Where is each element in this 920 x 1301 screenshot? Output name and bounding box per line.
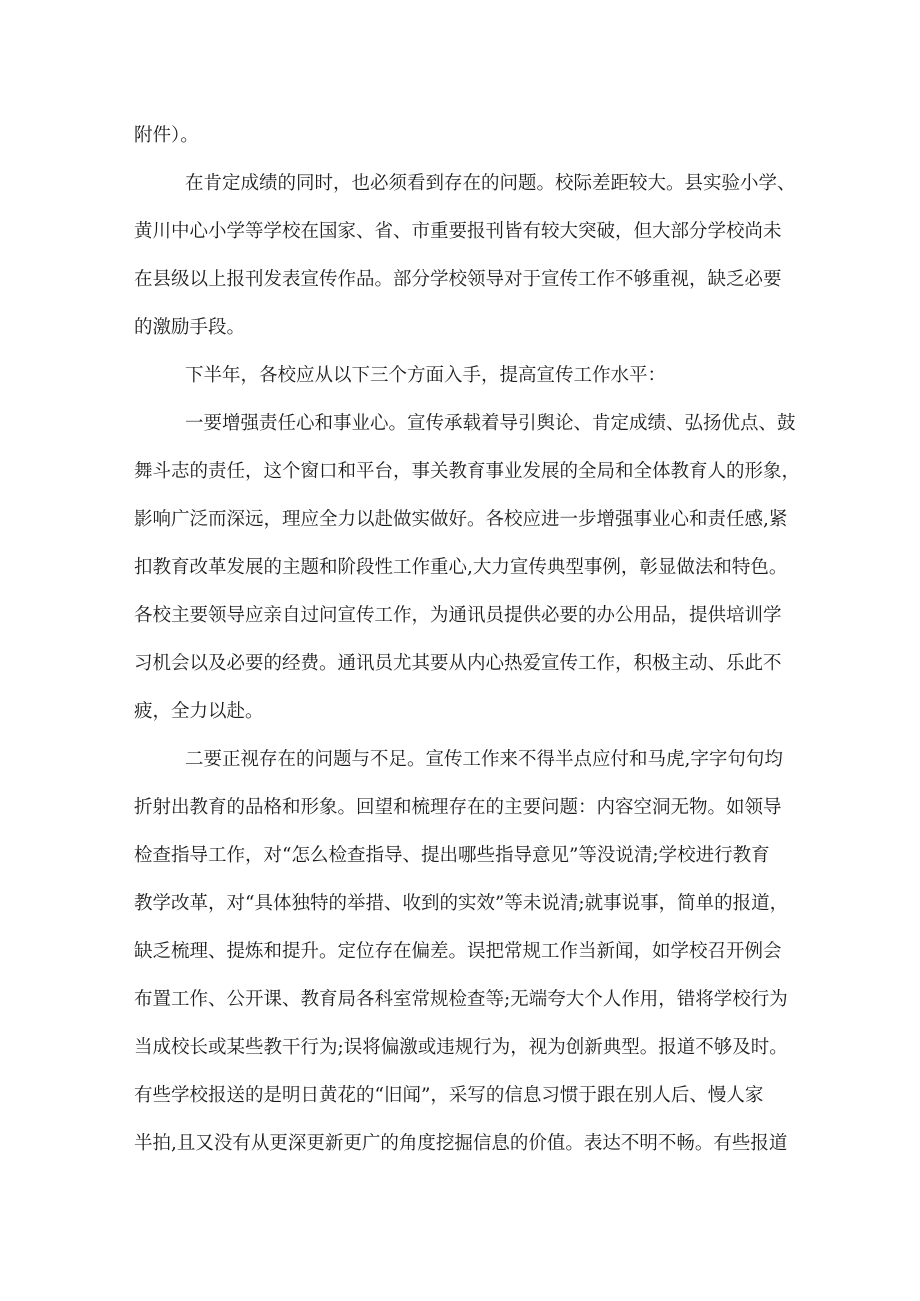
text-line: 教学改革，对“具体独特的举措、收到的实效”等未说清;就事说事，简单的报道，: [134, 893, 789, 914]
text-line: 黄川中心小学等学校在国家、省、市重要报刊皆有较大突破，但大部分学校尚未: [134, 221, 782, 242]
paragraph-first-line: 在肯定成绩的同时，也必须看到存在的问题。校际差距较大。县实验小学、: [185, 173, 796, 194]
text-line: 折射出教育的品格和形象。回望和梳理存在的主要问题：内容空洞无物。如领导: [134, 797, 782, 818]
text-line: 舞斗志的责任，这个窗口和平台，事关教育事业发展的全局和全体教育人的形象，: [134, 461, 801, 482]
text-line: 影响广泛而深远，理应全力以赴做实做好。各校应进一步增强事业心和责任感,紧: [134, 509, 788, 530]
text-line: 的激励手段。: [134, 317, 246, 338]
text-line: 半拍,且又没有从更深更新更广的角度挖掘信息的价值。表达不明不畅。有些报道: [134, 1133, 788, 1154]
text-line: 当成校长或某些教干行为;误将偏激或违规行为，视为创新典型。报道不够及时。: [134, 1037, 788, 1058]
paragraph-first-line: 二要正视存在的问题与不足。宣传工作来不得半点应付和马虎,字字句句均: [185, 749, 783, 770]
text-line: 各校主要领导应亲自过问宣传工作，为通讯员提供必要的办公用品，提供培训学: [134, 605, 782, 626]
text-line: 在县级以上报刊发表宣传作品。部分学校领导对于宣传工作不够重视，缺乏必要: [134, 269, 782, 290]
paragraph-first-line: 一要增强责任心和事业心。宣传承载着导引舆论、肯定成绩、弘扬优点、鼓: [185, 413, 796, 434]
text-line: 疲，全力以赴。: [134, 701, 264, 722]
text-line: 布置工作、公开课、教育局各科室常规检查等;无端夸大个人作用，错将学校行为: [134, 989, 788, 1010]
text-line: 附件）。: [134, 125, 199, 146]
text-line: 有些学校报送的是明日黄花的“旧闻”，采写的信息习惯于跟在别人后、慢人家: [134, 1085, 764, 1106]
text-line: 检查指导工作，对“怎么检查指导、提出哪些指导意见”等没说清;学校进行教育: [134, 845, 770, 866]
paragraph-first-line: 下半年，各校应从以下三个方面入手，提高宣传工作水平：: [185, 365, 667, 386]
text-line: 习机会以及必要的经费。通讯员尤其要从内心热爱宣传工作，积极主动、乐此不: [134, 653, 782, 674]
text-line: 缺乏梳理、提炼和提升。定位存在偏差。误把常规工作当新闻，如学校召开例会: [134, 941, 782, 962]
text-line: 扣教育改革发展的主题和阶段性工作重心,大力宣传典型事例，彰显做法和特色。: [134, 557, 788, 578]
